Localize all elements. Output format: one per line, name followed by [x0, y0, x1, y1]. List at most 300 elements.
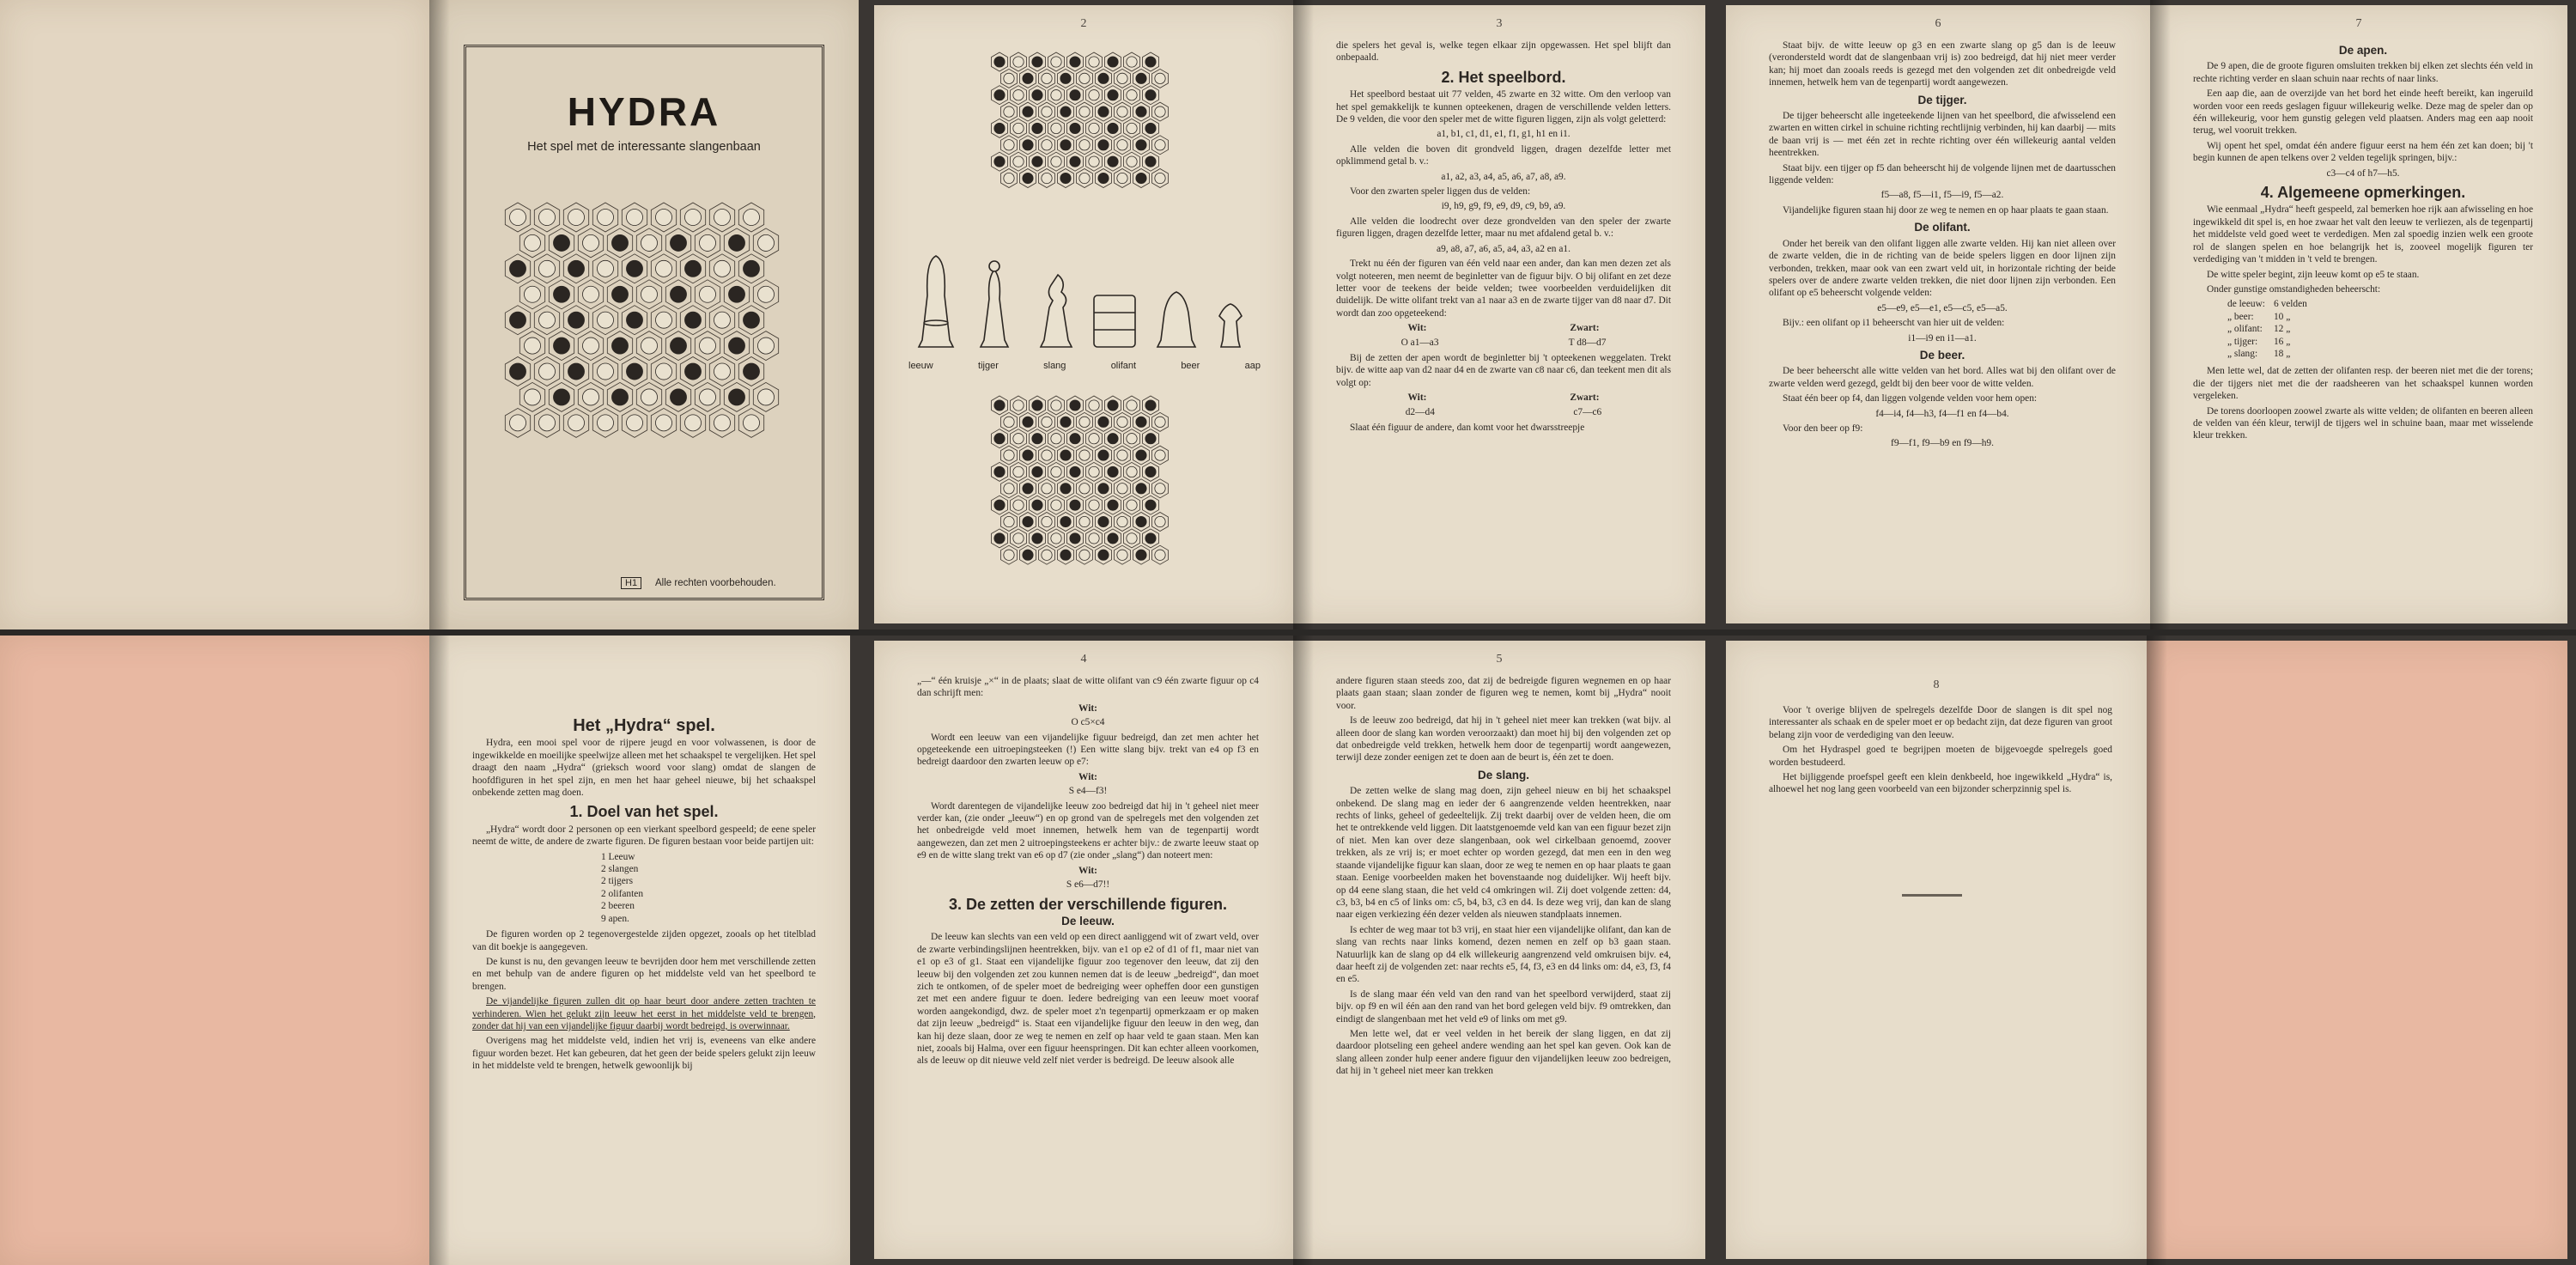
cover-subtitle: Het spel met de interessante slangenbaan [527, 140, 761, 154]
paragraph: De torens doorloopen zoowel zwarte als witte velden; de olifanten en beeren alleen de velden van één kleur, terwijl de tijgers wel in schuine baan, maar met wisselende kleur trekken. [2193, 405, 2533, 441]
board-circle [1004, 450, 1014, 460]
field-list: f5—a8, f5—i1, f5—i9, f5—a2. [1880, 190, 2004, 201]
board-circle [524, 389, 540, 405]
board-circle [1145, 533, 1156, 544]
board-circle [1098, 417, 1109, 427]
board-circle [597, 312, 613, 328]
board-circle [994, 156, 1005, 167]
board-circle [641, 286, 657, 302]
page-number: 4 [1080, 653, 1087, 666]
table-row: de leeuw: 6 velden [2227, 299, 2307, 310]
paragraph: „—“ één kruisje „×“ in de plaats; slaat de witte olifant van c9 één zwarte figuur op c4 dan schrijft men: [917, 676, 1259, 699]
board-circle [1079, 516, 1090, 526]
paragraph: Is de slang maar één veld van den rand van het speelbord verwijderd, staat zij bijv. op f9 en wil één aan den rand van het bord gelegen veld bijv. f9 omtrekken, dan eindigt de slangenbaan met het veld e9 of links om met g9. [1336, 988, 1671, 1025]
piece-label-olifant: olifant [1110, 361, 1137, 371]
board-circle [568, 312, 584, 328]
page-7 [2150, 5, 2567, 623]
board-circle [1089, 400, 1099, 411]
board-circle [524, 234, 540, 251]
board-circle [1042, 173, 1052, 183]
board-circle [611, 234, 628, 251]
board-circle [509, 260, 526, 277]
cover-title: HYDRA [567, 89, 721, 134]
page-number: 6 [1935, 17, 1941, 30]
board-circle [1155, 173, 1165, 183]
board-circle [994, 434, 1005, 444]
board-circle [1023, 73, 1033, 83]
board-circle [1051, 123, 1061, 133]
spine-shadow [2147, 636, 2167, 1265]
board-circle [1136, 483, 1146, 494]
field-list: f9—f1, f9—b9 en f9—h9. [1891, 438, 1994, 449]
board-circle [626, 260, 642, 277]
board-circle [597, 260, 613, 277]
board-circle [655, 312, 671, 328]
board-circle [1098, 483, 1109, 494]
board-circle [1004, 173, 1014, 183]
board-circle [1013, 533, 1024, 544]
board-circle [1032, 123, 1042, 133]
board-circle [655, 363, 671, 380]
cover-page [429, 0, 859, 629]
board-circle [699, 389, 715, 405]
list-item: 9 apen. [601, 913, 629, 924]
list-item: 2 slangen [601, 864, 639, 875]
board-circle [1032, 466, 1042, 477]
cover-rights: Alle rechten voorbehouden. [655, 578, 776, 588]
board-circle [1004, 73, 1014, 83]
section-heading: 4. Algemeene opmerkingen. [2260, 184, 2466, 202]
paragraph: Voor den zwarten speler liggen dus de velden: [1350, 186, 1531, 198]
board-circle [509, 363, 526, 380]
board-circle [1136, 173, 1146, 183]
board-circle [1004, 550, 1014, 560]
board-circle [1127, 123, 1137, 133]
board-circle [509, 209, 526, 225]
board-circle [684, 260, 701, 277]
board-circle [1060, 140, 1071, 150]
board-circle [1089, 90, 1099, 100]
cover-frame [464, 45, 824, 600]
board-circle [553, 286, 569, 302]
board-circle [1023, 106, 1033, 117]
paragraph: De kunst is nu, den gevangen leeuw te bevrijden door hem met verschillende zetten en met behulp van de andere figuren op het middelste veld van het speelbord te brengen. [472, 956, 816, 992]
paragraph: Voor den beer op f9: [1783, 423, 1863, 434]
paragraph: Alle velden die boven dit grondveld liggen, dragen dezelfde letter met opklimmend getal b. v.: [1336, 143, 1671, 167]
board-circle [757, 389, 774, 405]
page-6-text [1769, 40, 2116, 606]
board-circle [1136, 73, 1146, 83]
pieces-illustration [903, 244, 1264, 356]
board-circle [1108, 533, 1118, 544]
board-circle [1136, 106, 1146, 117]
board-circle [641, 234, 657, 251]
board-circle [1155, 417, 1165, 427]
board-circle [1023, 483, 1033, 494]
paragraph: De leeuw kan slechts van een veld op een direct aanliggend wit of zwart veld, over de zwarte verbindingslijnen heentrekken, bijv. van e1 op e2 of d1 of f1, maar niet van e1 op e3 of g1. Staat een vijandelijke figuur zoo tegenover den leeuw, dat zij den leeuw bij den volgenden zet zou kunnen nemen dat is de leeuw „bedreigd“, dan moet zich te ontkomen, of de speler moet de bedreiging weer opheffen door een gunstigen zet met een andere figuur te doen. Iedere bedreiging van een leeuw moet vooraf worden aangekondigd, dwz. de speler moet z'n tegenpartij opmerkzaam er op maken dat zijn leeuw „bedreigd“ is. Staat een vijandelijke figuur den leeuw in den weg, dan kan hij deze slaan, door ze weg te nemen en zelf op haar veld te gaan staan. Men kan niet, zooals bij Halma, over een figuur heenspringen. Dit kan echter alleen voorkomen, als de leeuw op dit nieuwe veld zelf niet verder is bedreigd. De leeuw alsook alle [917, 932, 1259, 1067]
board-circle [1089, 500, 1099, 510]
board-circle [655, 415, 671, 431]
board-circle [1004, 106, 1014, 117]
board-circle [757, 286, 774, 302]
field-list: a9, a8, a7, a6, a5, a4, a3, a2 en a1. [1437, 243, 1571, 254]
board-circle [1060, 516, 1071, 526]
board-circle [1098, 106, 1109, 117]
board-circle [553, 338, 569, 354]
end-rule [1902, 894, 1962, 897]
move-notation: S e6—d7!! [1066, 879, 1110, 891]
board-circle [1117, 173, 1127, 183]
board-circle [1117, 450, 1127, 460]
paragraph: Het speelbord bestaat uit 77 velden, 45 zwarte en 32 witte. Om den verloop van het spel gemakkelijk te kunnen opteekenen, dragen de verschillende velden letters. De 9 velden, die voor den speler met de witte figuren liggen, zijn als volgt geletterd: [1336, 89, 1671, 125]
board-circle [994, 57, 1005, 67]
board-circle [1042, 550, 1052, 560]
subheading: De tijger. [1917, 93, 1967, 106]
board-circle [994, 533, 1005, 544]
board-circle [1079, 140, 1090, 150]
piece-label-beer: beer [1181, 361, 1200, 371]
paragraph: De figuren worden op 2 tegenovergestelde zijden opgezet, zooals op het titelblad van dit boekje is aangegeven. [472, 929, 816, 952]
board-circle [1060, 417, 1071, 427]
page-number: 8 [1933, 678, 1940, 691]
board-circle [1051, 533, 1061, 544]
board-circle [994, 123, 1005, 133]
photo-page-8 [1717, 636, 2576, 1265]
move-notation: O a1—a3 T d8—d7 [1400, 337, 1607, 348]
board-circle [1079, 106, 1090, 117]
board-circle [1127, 90, 1137, 100]
board-circle [1013, 434, 1024, 444]
board-circle [1070, 500, 1080, 510]
board-circle [1098, 550, 1109, 560]
board-circle [714, 363, 730, 380]
board-circle [1136, 450, 1146, 460]
board-circle [509, 312, 526, 328]
spine-shadow [429, 0, 450, 629]
field-list: i9, h9, g9, f9, e9, d9, c9, b9, a9. [1441, 201, 1566, 212]
board-circle [538, 312, 555, 328]
board-circle [1070, 533, 1080, 544]
board-circle [626, 209, 642, 225]
paragraph: Staat één beer op f4, dan liggen volgende velden voor hem open: [1783, 393, 2038, 404]
board-circle [757, 338, 774, 354]
page-5 [1293, 641, 1705, 1259]
paragraph: De beer beheerscht alle witte velden van het bord. Alles wat bij den olifant over de zwarte velden werd gezegd, geldt bij den beer voor de witte velden. [1769, 366, 2116, 389]
board-circle [1060, 173, 1071, 183]
board-circle [743, 209, 759, 225]
inside-cover-page [0, 0, 429, 629]
paragraph: „Hydra“ wordt door 2 personen op een vierkant speelbord gespeeld; de eene speler neemt de witte, de andere de zwarte figuren. De figuren bestaan voor beide partijen uit: [472, 824, 816, 848]
board-circle [553, 234, 569, 251]
board-circle [1004, 140, 1014, 150]
board-circle [1060, 483, 1071, 494]
board-circle [1060, 73, 1071, 83]
piece-list [601, 851, 816, 925]
board-circle [728, 286, 744, 302]
board-circle [728, 338, 744, 354]
board-circle [1108, 90, 1118, 100]
board-circle [626, 312, 642, 328]
board-circle [1023, 140, 1033, 150]
board-circle [670, 338, 686, 354]
board-circle [1089, 434, 1099, 444]
paragraph: Onder het bereik van den olifant liggen alle zwarte velden. Hij kan niet alleen over de zwarte velden, die in de richting van de beide spelers liggen en door lijnen zijn verbonden, trekken, maar ook van een zwart veld uit, in horizontale richting der beide spelers over de andere zwarte velden trekken, die niet door lijnen zijn verbonden. Een olifant op e5 beheerscht volgende velden: [1769, 238, 2116, 299]
board-circle [1070, 123, 1080, 133]
board-circle [714, 209, 730, 225]
field-list: c3—c4 of h7—h5. [2326, 167, 2400, 179]
board-circle [1089, 156, 1099, 167]
board-circle [597, 363, 613, 380]
board-circle [714, 312, 730, 328]
paragraph: Voor 't overige blijven de spelregels dezelfde Door de slangen is dit spel nog interessanter als schaak en de speler moet er op bedacht zijn, dat deze figuren van groot belang zijn voor de verdediging van den leeuw. [1769, 705, 2112, 740]
page-number: 3 [1496, 17, 1503, 30]
board-circle [1117, 417, 1127, 427]
page-number: 2 [1080, 17, 1087, 30]
board-circle [641, 338, 657, 354]
paragraph: Wordt een leeuw van een vijandelijke figuur bedreigd, dan zet men achter het opgeteekende een uitroepingsteeken (!) Een witte slang bijv. trekt van e4 op f3 en bedreigt daardoor den zwarten leeuw op e7: [917, 732, 1259, 768]
board-circle [1155, 450, 1165, 460]
board-circle [1042, 73, 1052, 83]
spine-shadow [1293, 0, 1314, 629]
paragraph: Om het Hydraspel goed te begrijpen moeten de bijgevoegde spelregels goed worden bestudeerd. [1769, 745, 2112, 768]
board-diagram-bottom [984, 392, 1182, 598]
board-circle [1051, 90, 1061, 100]
move-notation: O c5×c4 [1071, 717, 1105, 728]
board-circle [1070, 57, 1080, 67]
move-header: Wit: Zwart: [1407, 392, 1600, 404]
move-header: Wit: [1078, 702, 1097, 714]
paragraph: Hydra, een mooi spel voor de rijpere jeugd en voor volwassenen, is door de ingewikkelde en moeilijke speelwijze alleen met het schaakspel te vergelijken. Het spel draagt den naam „Hydra“ (grieksch woord voor slang) omdat de slangen de hoofdfiguren in het spel zijn, en men het haar geheel nieuwe, bij het schaakspel onbekende zetten mag doen. [472, 738, 816, 799]
range-table [2227, 298, 2316, 360]
board-circle [626, 363, 642, 380]
board-circle [1145, 500, 1156, 510]
board-circle [1089, 57, 1099, 67]
board-circle [1117, 483, 1127, 494]
board-diagram-top [984, 48, 1182, 220]
paragraph: Men lette wel, dat er veel velden in het bereik der slang liggen, en dat zij daardoor plotseling een geheel andere wending aan het spel kan geven. Ook kan de slang alleen zonder hulp eener andere figuur den vijandelijken leeuw zoo bedreigen, dat hij in 't geheel niet meer kan trekken [1336, 1028, 1671, 1077]
board-circle [568, 260, 584, 277]
page-4-text [917, 675, 1259, 1242]
board-circle [1042, 106, 1052, 117]
subheading: De leeuw. [1061, 914, 1115, 927]
list-item: 1 Leeuw [601, 851, 635, 862]
board-circle [1032, 533, 1042, 544]
page-1 [429, 636, 850, 1265]
paragraph: Bijv.: een olifant op i1 beheerscht van hier uit de velden: [1783, 318, 2005, 329]
board-circle [1079, 550, 1090, 560]
paragraph: De witte speler begint, zijn leeuw komt op e5 te staan. [2207, 269, 2420, 280]
board-circle [1051, 466, 1061, 477]
board-circle [1098, 450, 1109, 460]
board-circle [670, 389, 686, 405]
spine-shadow [429, 636, 450, 1265]
page-4 [874, 641, 1293, 1259]
board-circle [994, 500, 1005, 510]
move-notation: S e4—f3! [1068, 786, 1108, 797]
board-circle [994, 466, 1005, 477]
page-8 [1726, 641, 2147, 1259]
board-circle [1060, 450, 1071, 460]
board-circle [1070, 400, 1080, 411]
move-header: Wit: Zwart: [1407, 323, 1600, 334]
photo-pages-4-5 [859, 636, 1717, 1265]
paragraph: Alle velden die loodrecht over deze grondvelden van den speler der zwarte figuren liggen, dragen dezelfde letter, maar nu met afdalend getal b. v.: [1336, 216, 1671, 240]
board-circle [611, 338, 628, 354]
board-circle [714, 260, 730, 277]
subheading: De slang. [1477, 768, 1530, 782]
board-circle [1013, 466, 1024, 477]
paragraph: Onder gunstige omstandigheden beheerscht: [2207, 283, 2381, 295]
page-3-text [1336, 40, 1671, 606]
board-circle [1013, 500, 1024, 510]
paragraph: Staat bijv. een tijger op f5 dan beheerscht hij de volgende lijnen met de daartusschen liggende velden: [1769, 162, 2116, 186]
board-circle [1070, 90, 1080, 100]
field-list: a1, b1, c1, d1, e1, f1, g1, h1 en i1. [1437, 129, 1571, 140]
page-title: Het „Hydra“ spel. [573, 716, 715, 735]
board-circle [568, 209, 584, 225]
board-circle [1051, 400, 1061, 411]
board-circle [1145, 57, 1156, 67]
paragraph: die spelers het geval is, welke tegen elkaar zijn opgewassen. Het spel blijft dan onbepaald. [1336, 40, 1671, 64]
board-circle [670, 286, 686, 302]
piece-label-slang: slang [1043, 361, 1066, 371]
move-header: Wit: [1078, 865, 1097, 876]
board-circle [1070, 156, 1080, 167]
board-circle [1023, 450, 1033, 460]
board-circle [1145, 156, 1156, 167]
field-list: f4—i4, f4—h3, f4—f1 en f4—b4. [1875, 408, 2009, 419]
board-circle [1117, 550, 1127, 560]
list-item: 2 olifanten [601, 888, 644, 899]
board-circle [1013, 400, 1024, 411]
board-circle [597, 209, 613, 225]
board-circle [1145, 400, 1156, 411]
board-circle [728, 389, 744, 405]
paragraph: Bij de zetten der apen wordt de beginletter bij 't opteekenen weggelaten. Trekt bijv. de witte aap van d2 naar d4 en de zwarte van c8 naar c6, dan teekent men dit als volgt op: [1336, 352, 1671, 388]
board-circle [568, 363, 584, 380]
board-circle [757, 234, 774, 251]
paragraph: Overigens mag het middelste veld, indien het vrij is, eveneens van elke andere figuur worden bezet. Het kan gebeuren, dat het geen der beide spelers gelukt zijn leeuw in het middelste veld te brengen, hetwelk gewoonlijk bij [472, 1036, 816, 1072]
board-circle [1155, 140, 1165, 150]
board-circle [1042, 417, 1052, 427]
board-circle [509, 415, 526, 431]
table-row: „ beer: 10 „ [2227, 311, 2291, 322]
board-circle [1051, 156, 1061, 167]
board-circle [1108, 156, 1118, 167]
board-circle [684, 209, 701, 225]
board-circle [1079, 483, 1090, 494]
board-circle [538, 415, 555, 431]
board-circle [1098, 173, 1109, 183]
paragraph: Wie eenmaal „Hydra“ heeft gespeeld, zal bemerken hoe rijk aan afwisseling en hoe ingewikkeld dit spel is, en hoe zwaar het valt den leeuw te verliezen, als de tegenpartij het middelste veld goed weet te verdedigen. Men zal spoedig inzien welk een groote rol de slangen spelen en hoe belangrijk het is, zooveel mogelijk figuren ter verdediging van 't midden in 't veld te brengen. [2193, 204, 2533, 265]
board-circle [1032, 500, 1042, 510]
board-circle [1042, 483, 1052, 494]
board-circle [641, 389, 657, 405]
page-number: 7 [2355, 17, 2362, 30]
board-circle [1145, 466, 1156, 477]
board-circle [1136, 417, 1146, 427]
piece-label-tijger: tijger [978, 361, 999, 371]
board-circle [1023, 550, 1033, 560]
board-circle [1089, 123, 1099, 133]
board-circle [1108, 123, 1118, 133]
board-circle [1108, 400, 1118, 411]
board-circle [1127, 434, 1137, 444]
move-header: Wit: [1078, 771, 1097, 782]
field-list: i1—i9 en i1—a1. [1908, 332, 1977, 344]
board-circle [1032, 90, 1042, 100]
board-circle [1013, 90, 1024, 100]
page-3 [1293, 5, 1705, 623]
board-circle [1089, 466, 1099, 477]
board-circle [1079, 417, 1090, 427]
board-circle [1155, 516, 1165, 526]
paragraph: Vijandelijke figuren staan hij door ze weg te nemen en op haar plaats te gaan staan. [1783, 204, 2109, 216]
board-circle [743, 363, 759, 380]
piece-label-aap: aap [1244, 361, 1261, 371]
board-circle [1136, 516, 1146, 526]
board-circle [699, 286, 715, 302]
board-circle [1051, 500, 1061, 510]
board-circle [1013, 156, 1024, 167]
board-circle [1127, 466, 1137, 477]
board-circle [538, 260, 555, 277]
board-circle [1051, 57, 1061, 67]
board-circle [655, 209, 671, 225]
board-circle [1070, 466, 1080, 477]
paragraph: Een aap die, aan de overzijde van het bord het einde heeft bereikt, kan ingeruild worden voor een reeds geslagen figuur willekeurig welke. Deze mag de speler dan op één willekeurig, voor hem gunstig gelegen veld plaatsen. Anders mag een aap nooit terug, wel vooruit trekken. [2193, 88, 2533, 137]
board-circle [655, 260, 671, 277]
subheading: De olifant. [1914, 221, 1971, 234]
board-circle [538, 209, 555, 225]
board-circle [582, 286, 598, 302]
table-row: „ slang: 18 „ [2227, 348, 2291, 359]
board-circle [1108, 57, 1118, 67]
board-circle [1155, 550, 1165, 560]
board-circle [1042, 516, 1052, 526]
page-5-text [1336, 675, 1671, 1242]
board-circle [597, 415, 613, 431]
board-circle [699, 234, 715, 251]
spine-shadow [1293, 636, 1314, 1265]
paragraph: Is de leeuw zoo bedreigd, dat hij in 't geheel niet meer kan trekken (wat bijv. al alleen door de slang kan worden veroorzaakt) dan moet hij bij den volgenden zet op dat onbedreigde veld trekken, hetwelk hem door de tegenpartij wordt aangewezen, terwijl deze zonder eenigen zet te doen aan de beurt is, één zet te doen. [1336, 715, 1671, 763]
board-circle [714, 415, 730, 431]
paragraph: De tijger beheerscht alle ingeteekende lijnen van het speelbord, die afwisselend een zwarten en witten cirkel in schuine richting rechtlijnig verbinden, hij kan daarbij — mits de baan vrij is — met één zet in rechte richting over één willekeurig aantal velden heentrekken. [1769, 111, 2116, 159]
board-circle [743, 260, 759, 277]
board-circle [611, 286, 628, 302]
board-circle [1042, 140, 1052, 150]
page-8-text [1769, 704, 2112, 1242]
move-notation: d2—d4 c7—c6 [1405, 406, 1602, 417]
board-circle [670, 234, 686, 251]
board-circle [553, 389, 569, 405]
board-circle [728, 234, 744, 251]
board-circle [1089, 533, 1099, 544]
board-circle [1079, 73, 1090, 83]
board-circle [1060, 550, 1071, 560]
piece-label-leeuw: leeuw [908, 361, 933, 371]
board-circle [1051, 434, 1061, 444]
board-circle [1098, 140, 1109, 150]
cover-mark: H1 [621, 577, 641, 589]
board-circle [1032, 434, 1042, 444]
board-circle [1155, 483, 1165, 494]
page-number: 5 [1496, 653, 1503, 666]
board-circle [1023, 516, 1033, 526]
photo-pages-6-7 [1717, 0, 2576, 629]
board-circle [1032, 156, 1042, 167]
underlined-paragraph: De vijandelijke figuren zullen dit op haar beurt door andere zetten trachten te verhinderen. Wien het gelukt zijn leeuw het eerst in het middelste veld te brengen, zonder dat hij van een vijandelijke figuur daarbij wordt bedreigd, is overwinnaar. [472, 996, 816, 1031]
